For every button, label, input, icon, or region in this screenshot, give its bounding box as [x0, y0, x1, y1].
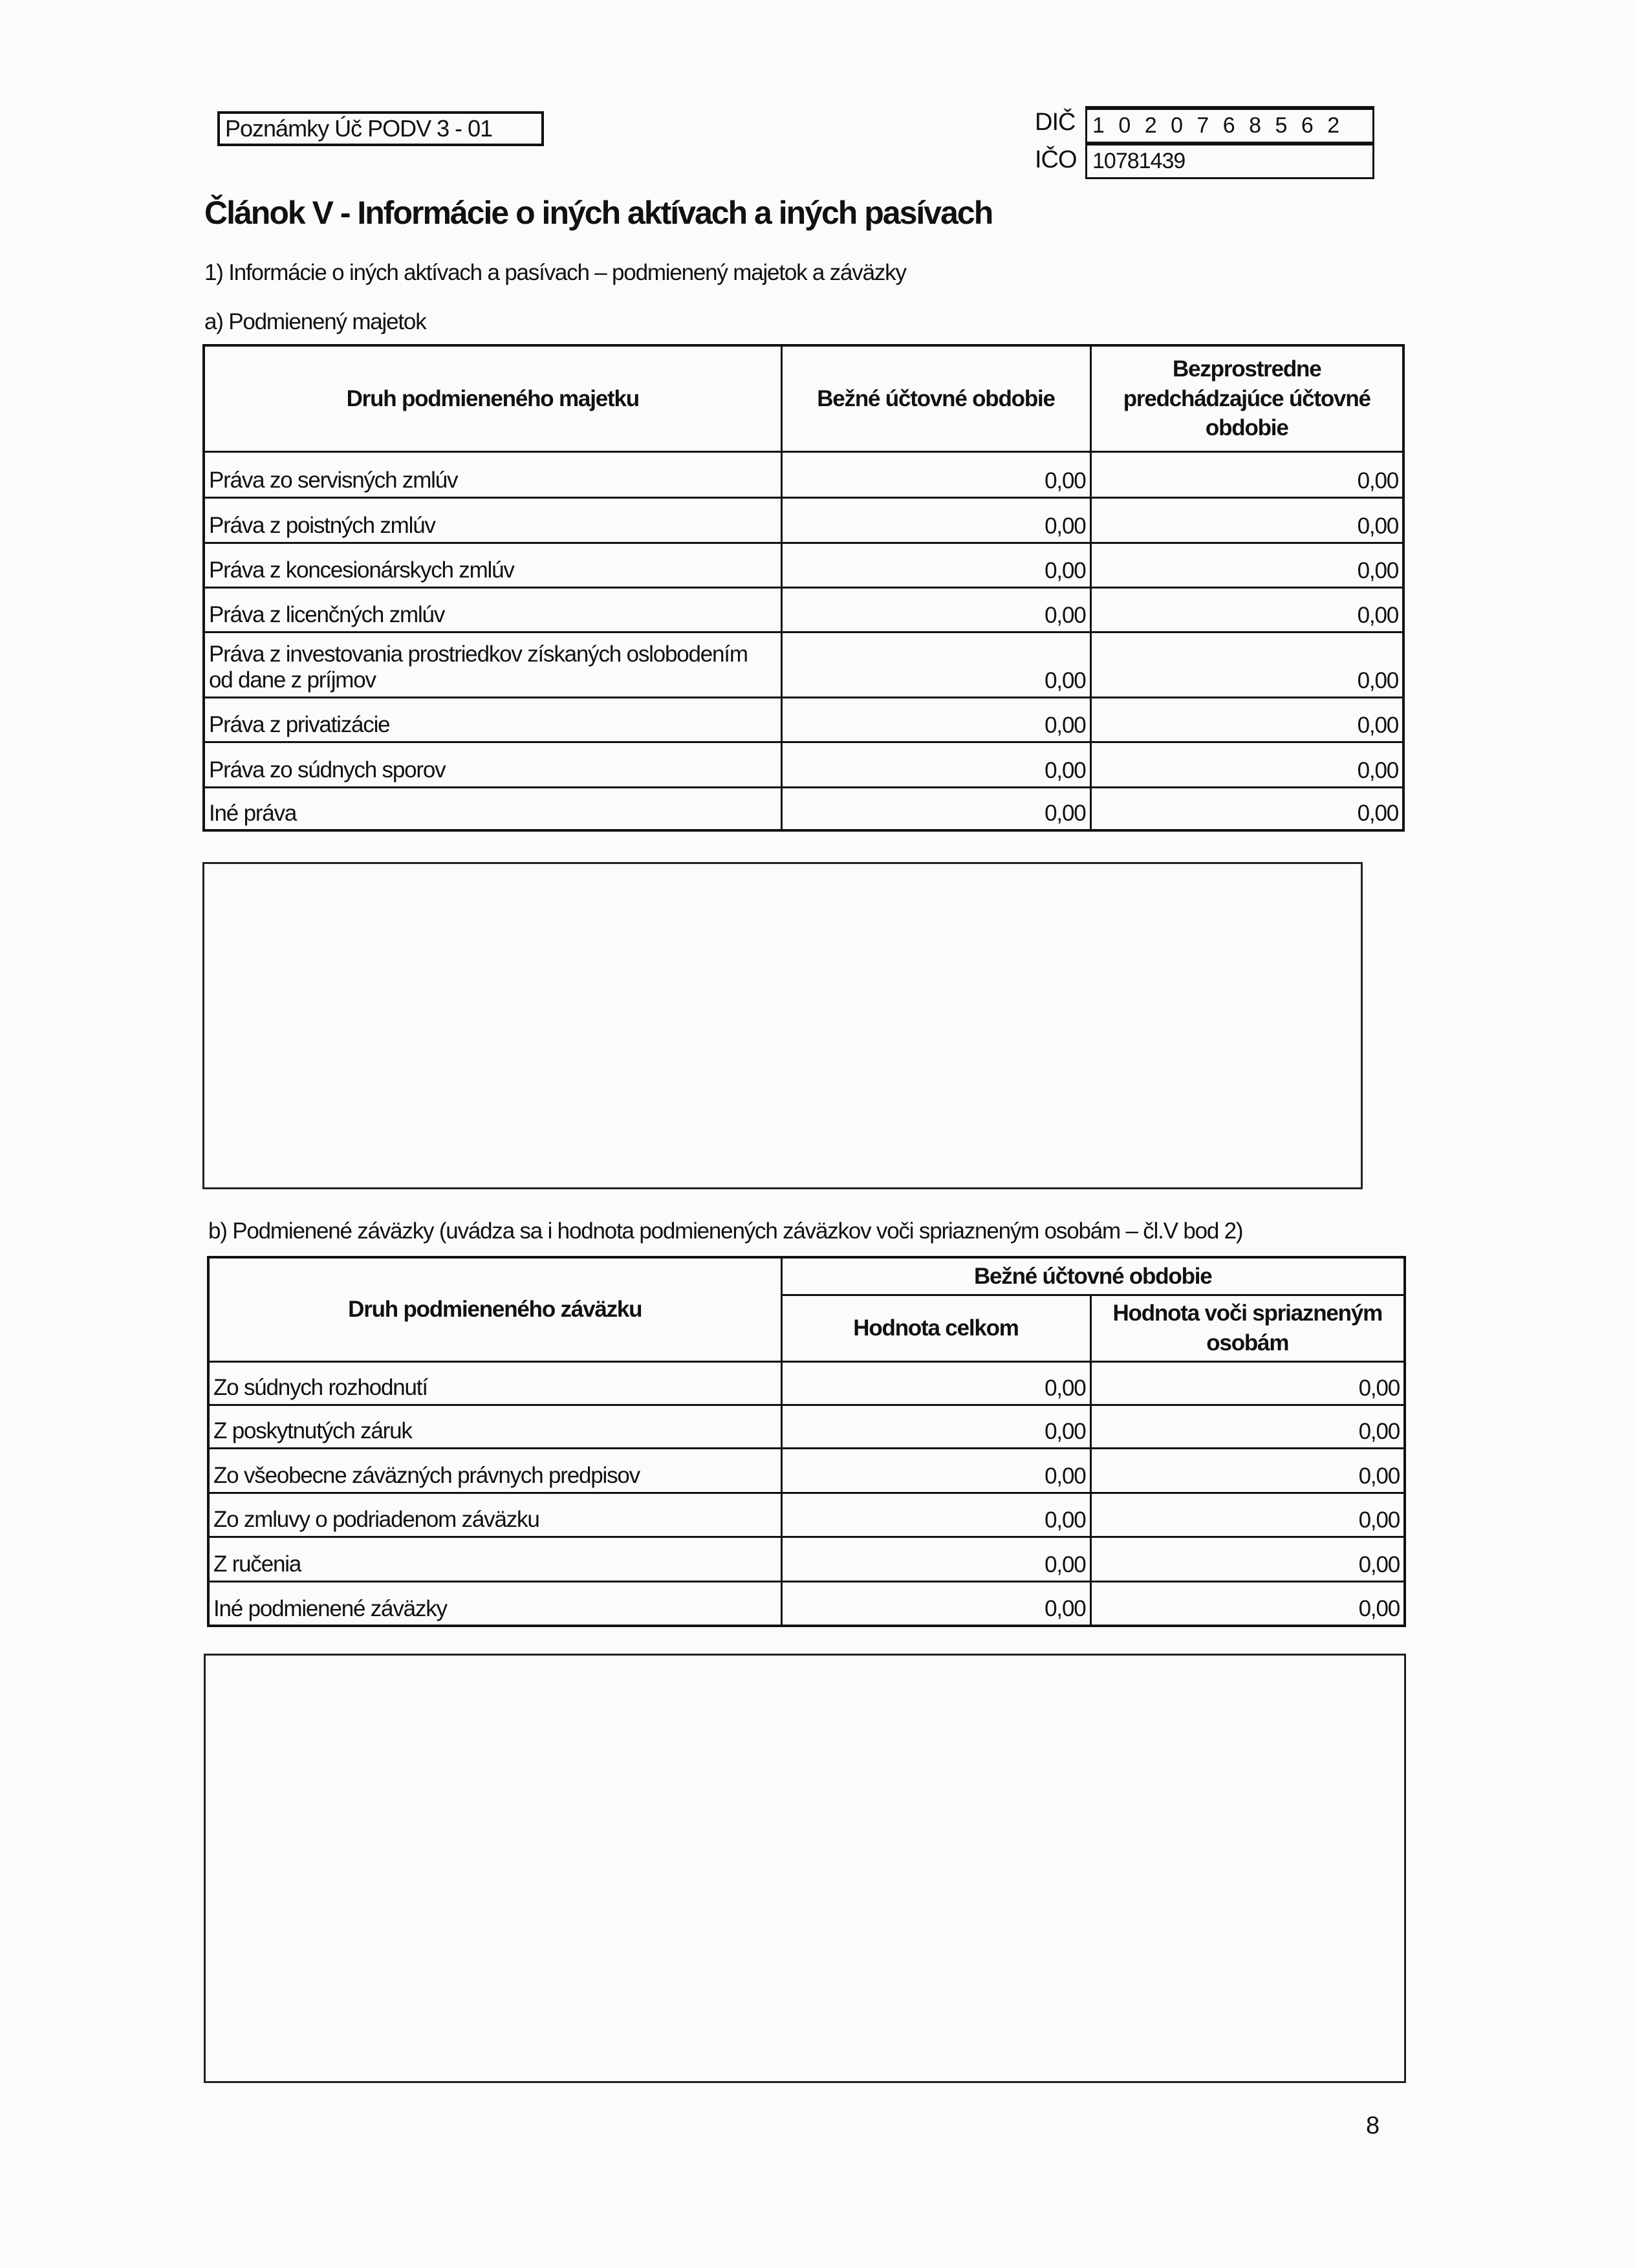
table-row: [204, 697, 1403, 742]
table-row: [204, 497, 1403, 543]
page-title: Článok V - Informácie o iných aktívach a iných pasívach: [204, 195, 993, 231]
related-party-value: 0,00: [1090, 1581, 1405, 1626]
current-period-value: 0,00: [781, 451, 1090, 497]
previous-period-value: 0,00: [1090, 697, 1403, 742]
dic-label: DIČ: [1035, 109, 1076, 136]
asset-type: Práva z privatizácie: [204, 697, 781, 742]
liability-type: Zo súdnych rozhodnutí: [208, 1361, 781, 1405]
asset-type: Práva zo servisných zmlúv: [204, 451, 781, 497]
ico-label: IČO: [1035, 146, 1077, 173]
liability-type: Z poskytnutých záruk: [208, 1405, 781, 1448]
page-number: 8: [1366, 2112, 1379, 2139]
asset-type: Iné práva: [204, 787, 781, 830]
current-period-value: 0,00: [781, 787, 1090, 830]
ico-field: [1085, 142, 1374, 179]
total-value: 0,00: [781, 1448, 1090, 1493]
form-code: Poznámky Úč PODV 3 - 01: [225, 115, 493, 142]
liabilities-notes-box: [204, 1654, 1406, 2083]
column-header: Druh podmieneného záväzku: [208, 1257, 781, 1361]
table-row: [208, 1448, 1405, 1493]
table-row: [204, 543, 1403, 587]
liability-type: Zo všeobecne záväzných právnych predpisov: [208, 1448, 781, 1493]
current-period-value: 0,00: [781, 697, 1090, 742]
assets-notes-box: [202, 862, 1363, 1189]
current-period-value: 0,00: [781, 587, 1090, 632]
previous-period-value: 0,00: [1090, 543, 1403, 587]
current-period-value: 0,00: [781, 497, 1090, 543]
total-value: 0,00: [781, 1405, 1090, 1448]
table-header-row: [204, 345, 1403, 451]
total-value: 0,00: [781, 1361, 1090, 1405]
dic-field: [1085, 106, 1374, 144]
table-row: [204, 742, 1403, 787]
previous-period-value: 0,00: [1090, 787, 1403, 830]
table-row: [208, 1537, 1405, 1581]
form-code-box: [217, 111, 544, 146]
assets-heading: a) Podmienený majetok: [204, 309, 426, 334]
table-row: [204, 787, 1403, 830]
liability-type: Zo zmluvy o podriadenom záväzku: [208, 1493, 781, 1537]
table-row: [204, 587, 1403, 632]
column-header: Druh podmieneného majetku: [204, 345, 781, 451]
table-row: [208, 1581, 1405, 1626]
related-party-value: 0,00: [1090, 1405, 1405, 1448]
liability-type: Z ručenia: [208, 1537, 781, 1581]
previous-period-value: 0,00: [1090, 451, 1403, 497]
related-party-value: 0,00: [1090, 1361, 1405, 1405]
contingent-liabilities-table: [207, 1256, 1406, 1627]
total-value: 0,00: [781, 1581, 1090, 1626]
ico-value: 10781439: [1092, 149, 1186, 173]
dic-value: 1 0 2 0 7 6 8 5 6 2: [1092, 113, 1344, 138]
related-party-value: 0,00: [1090, 1448, 1405, 1493]
current-period-value: 0,00: [781, 632, 1090, 697]
table-header-row: [208, 1257, 1405, 1295]
table-row: [208, 1493, 1405, 1537]
column-header: Hodnota celkom: [781, 1295, 1090, 1361]
total-value: 0,00: [781, 1537, 1090, 1581]
asset-type: Práva z poistných zmlúv: [204, 497, 781, 543]
previous-period-value: 0,00: [1090, 742, 1403, 787]
related-party-value: 0,00: [1090, 1537, 1405, 1581]
previous-period-value: 0,00: [1090, 632, 1403, 697]
column-header: Bežné účtovné obdobie: [781, 345, 1090, 451]
current-period-value: 0,00: [781, 543, 1090, 587]
liability-type: Iné podmienené záväzky: [208, 1581, 781, 1626]
related-party-value: 0,00: [1090, 1493, 1405, 1537]
column-header: Bežné účtovné obdobie: [781, 1257, 1405, 1295]
asset-type: Práva z investovania prostriedkov získaných oslobodením od dane z príjmov: [204, 632, 781, 697]
section-heading: 1) Informácie o iných aktívach a pasívach – podmienený majetok a záväzky: [204, 260, 906, 285]
table-row: [204, 632, 1403, 697]
previous-period-value: 0,00: [1090, 587, 1403, 632]
table-row: [208, 1405, 1405, 1448]
table-row: [208, 1361, 1405, 1405]
total-value: 0,00: [781, 1493, 1090, 1537]
previous-period-value: 0,00: [1090, 497, 1403, 543]
contingent-assets-table: [202, 344, 1405, 832]
asset-type: Práva z licenčných zmlúv: [204, 587, 781, 632]
asset-type: Práva z koncesionárskych zmlúv: [204, 543, 781, 587]
liabilities-heading: b) Podmienené záväzky (uvádza sa i hodnota podmienených záväzkov voči spriazneným osobám – čl.V bod 2): [208, 1218, 1243, 1244]
column-header: Hodnota voči spriazneným osobám: [1090, 1295, 1405, 1361]
asset-type: Práva zo súdnych sporov: [204, 742, 781, 787]
table-row: [204, 451, 1403, 497]
column-header: Bezprostredne predchádzajúce účtovné obdobie: [1090, 345, 1403, 451]
current-period-value: 0,00: [781, 742, 1090, 787]
